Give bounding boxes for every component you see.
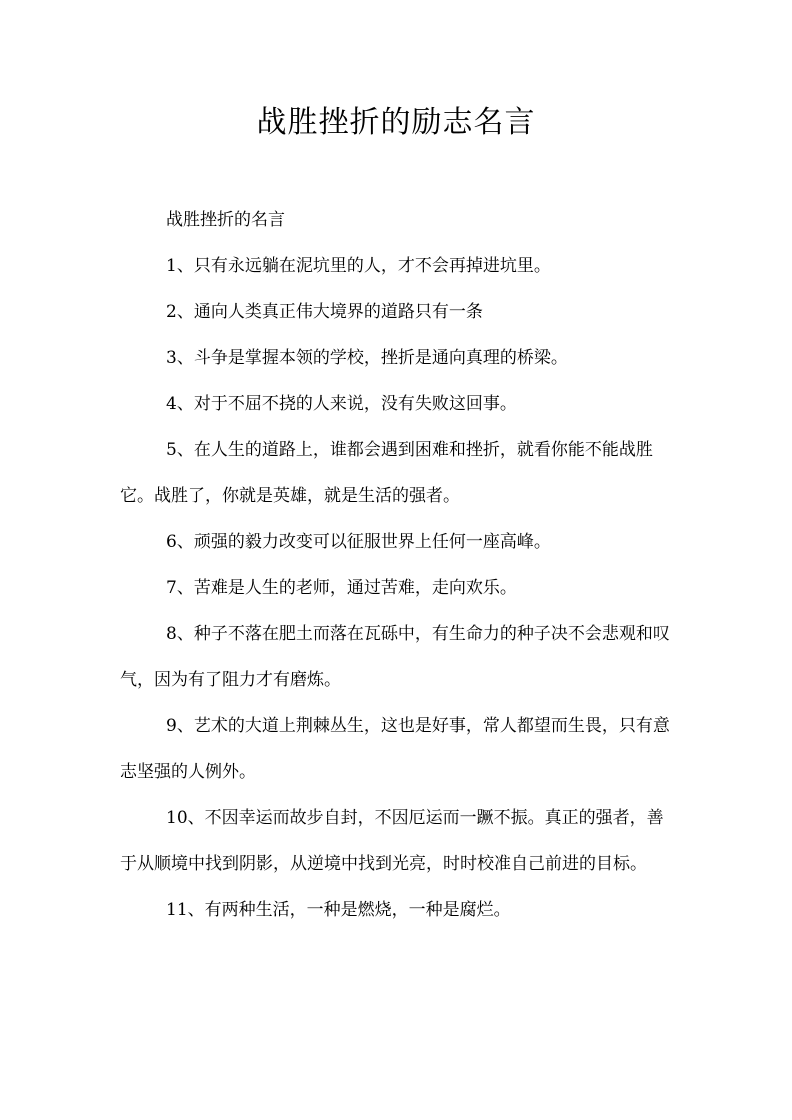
quote-paragraph: 6、顽强的毅力改变可以征服世界上任何一座高峰。 xyxy=(166,532,551,552)
quote-paragraph: 1、只有永远躺在泥坑里的人，才不会再掉进坑里。 xyxy=(166,256,551,276)
quote-paragraph: 8、种子不落在肥土而落在瓦砾中，有生命力的种子决不会悲观和叹气，因为有了阻力才有磨炼。 xyxy=(120,624,670,690)
quote-paragraph: 5、在人生的道路上，谁都会遇到困难和挫折，就看你能不能战胜它。战胜了，你就是英雄，就是生活的强者。 xyxy=(120,440,653,506)
section-heading: 战胜挫折的名言 xyxy=(166,210,285,230)
quote-paragraph: 4、对于不屈不挠的人来说，没有失败这回事。 xyxy=(166,394,517,414)
quote-paragraph: 3、斗争是掌握本领的学校，挫折是通向真理的桥梁。 xyxy=(166,348,568,368)
quote-paragraph: 2、通向人类真正伟大境界的道路只有一条 xyxy=(166,302,483,322)
quote-paragraph: 7、苦难是人生的老师，通过苦难，走向欢乐。 xyxy=(166,578,517,598)
document-body xyxy=(120,197,680,933)
quote-paragraph: 11、有两种生活，一种是燃烧，一种是腐烂。 xyxy=(166,900,511,920)
quote-paragraph: 9、艺术的大道上荆棘丛生，这也是好事，常人都望而生畏，只有意志坚强的人例外。 xyxy=(120,716,670,782)
document-title: 战胜挫折的励志名言 xyxy=(256,105,536,140)
quote-paragraph: 10、不因幸运而故步自封，不因厄运而一蹶不振。真正的强者，善于从顺境中找到阴影，从逆境中找到光亮，时时校准自己前进的目标。 xyxy=(120,808,664,874)
